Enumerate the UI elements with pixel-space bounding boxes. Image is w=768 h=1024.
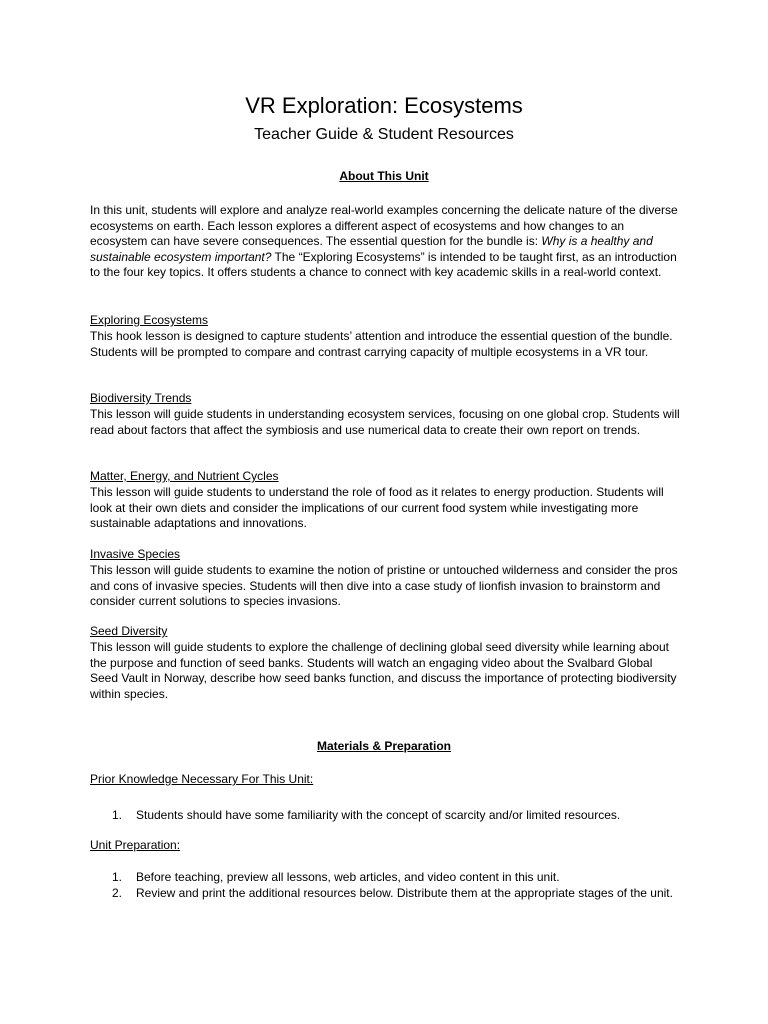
lesson-title-exploring-ecosystems: Exploring Ecosystems xyxy=(90,313,209,327)
list-item xyxy=(90,886,682,902)
lesson-body-seed-diversity: This lesson will guide students to explore the challenge of declining global seed diversity while learning about the purpose and function of seed banks. Students will watch an engaging video about the Svalbard Global Seed Vault in Norway, describe how seed banks function, and discuss the importance of protecting biodiversity within species. xyxy=(90,640,677,701)
lesson-title-biodiversity-trends: Biodiversity Trends xyxy=(90,391,192,405)
lesson-title-seed-diversity: Seed Diversity xyxy=(90,624,168,638)
list-number: 1. xyxy=(112,808,123,822)
list-number: 2. xyxy=(112,885,123,900)
lesson-title-nutrient-cycles: Matter, Energy, and Nutrient Cycles xyxy=(90,469,279,483)
list-item xyxy=(90,808,682,824)
materials-heading: Materials & Preparation xyxy=(316,739,452,753)
intro-text-part2: The “Exploring Ecosystems” is intended to be taught first, as an introduction to the four key topics. It offers students a chance to connect with key academic skills in a real-world context. xyxy=(90,249,677,279)
list-item-text: Students should have some familiarity with the concept of scarcity and/or limited resources. xyxy=(136,808,621,822)
lesson-title-invasive-species: Invasive Species xyxy=(90,547,181,561)
document-subtitle: Teacher Guide & Student Resources xyxy=(254,126,514,143)
list-item xyxy=(90,870,682,886)
prior-knowledge-heading: Prior Knowledge Necessary For This Unit: xyxy=(90,772,314,786)
intro-text-part1: In this unit, students will explore and analyze real-world examples concerning the delicate nature of the diverse ecosystems on earth. Each lesson explores a different aspect of ecosystems and how changes to an ecosystem can have severe consequences. The essential question for the bundle is: xyxy=(90,203,678,248)
essential-question: Why is a healthy and sustainable ecosystem important? xyxy=(90,234,653,264)
lesson-body-biodiversity-trends: This lesson will guide students in understanding ecosystem services, focusing on one global crop. Students will read about factors that affect the symbiosis and use numerical data to create their own report on trends. xyxy=(90,407,680,437)
lesson-body-invasive-species: This lesson will guide students to examine the notion of pristine or untouched wilderness and consider the pros and cons of invasive species. Students will then dive into a case study of lionfish invasion to brainstorm and consider current solutions to species invasions. xyxy=(90,563,678,608)
unit-prep-list xyxy=(90,870,682,901)
lesson-body-nutrient-cycles: This lesson will guide students to understand the role of food as it relates to energy production. Students will look at their own diets and consider the implications of our current food system while investigating more sustainable adaptations and innovations. xyxy=(90,485,664,530)
lesson-body-exploring-ecosystems: This hook lesson is designed to capture students’ attention and introduce the essential question of the bundle. Students will be prompted to compare and contrast carrying capacity of multiple ecosystems in a VR tour. xyxy=(90,329,673,359)
about-unit-paragraph xyxy=(90,203,682,281)
list-item-text: Review and print the additional resources below. Distribute them at the appropriate stages of the unit. xyxy=(136,885,673,900)
unit-prep-heading: Unit Preparation: xyxy=(90,838,181,852)
document-title: VR Exploration: Ecosystems xyxy=(245,93,523,118)
prior-knowledge-list xyxy=(90,808,682,824)
list-item-text: Before teaching, preview all lessons, web articles, and video content in this unit. xyxy=(136,870,560,884)
about-unit-heading: About This Unit xyxy=(339,169,429,183)
list-number: 1. xyxy=(112,870,123,884)
